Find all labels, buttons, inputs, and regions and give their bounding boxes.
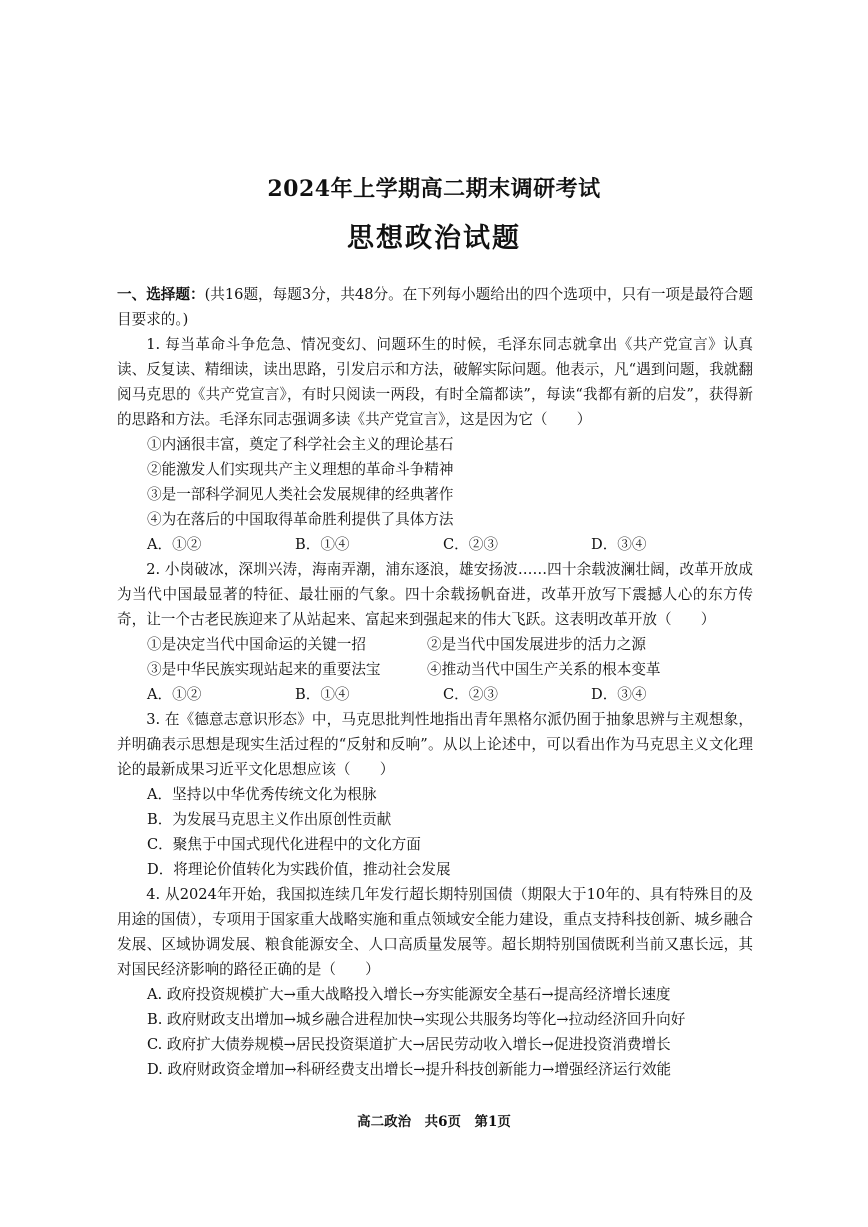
- q1-item: ③是一部科学洞见人类社会发展规律的经典著作: [147, 486, 454, 503]
- question-3-stem: 3. 在《德意志意识形态》中，马克思批判性地指出青年黑格尔派仍囿于抽象思辨与主观想象，并明确表示思想是现实生活过程的“反射和反响”。从以上论述中，可以看出作为马克思主义文化理论的最新成果习近平文化思想应该（ ）: [117, 711, 753, 778]
- q2-choice-c: C．②③: [443, 686, 498, 703]
- section-instructions: (共16题，每题3分，共48分。在下列每小题给出的四个选项中，只有一项是最符合题目要求的。): [117, 286, 753, 328]
- q1-choices: [117, 532, 753, 557]
- q2-items-row: [117, 632, 753, 657]
- q1-choice-d: D．③④: [591, 536, 647, 553]
- q1-choice-b: B．①④: [295, 536, 350, 553]
- q1-item: ④为在落后的中国取得革命胜利提供了具体方法: [147, 511, 454, 528]
- page-footer: 高二政治 共6页 第1页: [357, 1114, 511, 1130]
- q2-item: ②是当代中国发展进步的活力之源: [427, 636, 646, 653]
- exam-subtitle: 思想政治试题: [347, 223, 521, 254]
- question-4-stem: 4. 从2024年开始，我国拟连续几年发行超长期特别国债（期限大于10年的、具有特殊目的及用途的国债），专项用于国家重大战略实施和重点领域安全能力建设，重点支持科技创新、城乡融合发展、区域协调发展、粮食能源安全、人口高质量发展等。超长期特别国债既利当前又惠长远，其对国民经济影响的路径正确的是（ ）: [117, 886, 753, 978]
- q3-option-d: D．将理论价值转化为实践价值，推动社会发展: [147, 861, 451, 878]
- section-heading: [117, 282, 753, 332]
- q3-option-a: A．坚持以中华优秀传统文化为根脉: [147, 786, 377, 803]
- exam-content: [117, 282, 753, 1082]
- q3-option-b: B．为发展马克思主义作出原创性贡献: [147, 811, 392, 828]
- q2-choice-a: A．①②: [147, 686, 202, 703]
- q2-choice-b: B．①④: [295, 686, 350, 703]
- q2-item: ①是决定当代中国命运的关键一招: [147, 636, 366, 653]
- q2-item: ③是中华民族实现站起来的重要法宝: [147, 661, 381, 678]
- q4-option-d: D. 政府财政资金增加→科研经费支出增长→提升科技创新能力→增强经济运行效能: [147, 1061, 672, 1078]
- q2-choices: [117, 682, 753, 707]
- q1-choice-a: A．①②: [147, 536, 202, 553]
- exam-title: 2024年上学期高二期末调研考试: [267, 176, 601, 202]
- q1-choice-c: C．②③: [443, 536, 498, 553]
- q2-choice-d: D．③④: [591, 686, 647, 703]
- q4-option-b: B. 政府财政支出增加→城乡融合进程加快→实现公共服务均等化→拉动经济回升向好: [147, 1011, 686, 1028]
- q2-item: ④推动当代中国生产关系的根本变革: [427, 661, 661, 678]
- q4-option-c: C. 政府扩大债券规模→居民投资渠道扩大→居民劳动收入增长→促进投资消费增长: [147, 1036, 671, 1053]
- q1-item: ②能激发人们实现共产主义理想的革命斗争精神: [147, 461, 454, 478]
- q1-item: ①内涵很丰富，奠定了科学社会主义的理论基石: [147, 436, 454, 453]
- question-1-stem: 1. 每当革命斗争危急、情况变幻、问题环生的时候，毛泽东同志就拿出《共产党宣言》认真读、反复读、精细读，读出思路，引发启示和方法，破解实际问题。他表示，凡“遇到问题，我就翻阅马克思的《共产党宣言》，有时只阅读一两段，有时全篇都读”，每读“我都有新的启发”，获得新的思路和方法。毛泽东同志强调多读《共产党宣言》，这是因为它（ ）: [117, 336, 753, 428]
- question-2-stem: 2. 小岗破冰，深圳兴涛，海南弄潮，浦东逐浪，雄安扬波……四十余载波澜壮阔，改革开放成为当代中国最显著的特征、最壮丽的气象。四十余载扬帆奋进，改革开放写下震撼人心的东方传奇，让一个古老民族迎来了从站起来、富起来到强起来的伟大飞跃。这表明改革开放（ ）: [117, 561, 753, 628]
- q3-option-c: C．聚焦于中国式现代化进程中的文化方面: [147, 836, 421, 853]
- section-head-label: 一、选择题：: [117, 286, 205, 303]
- q2-items-row: [117, 657, 753, 682]
- q4-option-a: A. 政府投资规模扩大→重大战略投入增长→夯实能源安全基石→提高经济增长速度: [147, 986, 671, 1003]
